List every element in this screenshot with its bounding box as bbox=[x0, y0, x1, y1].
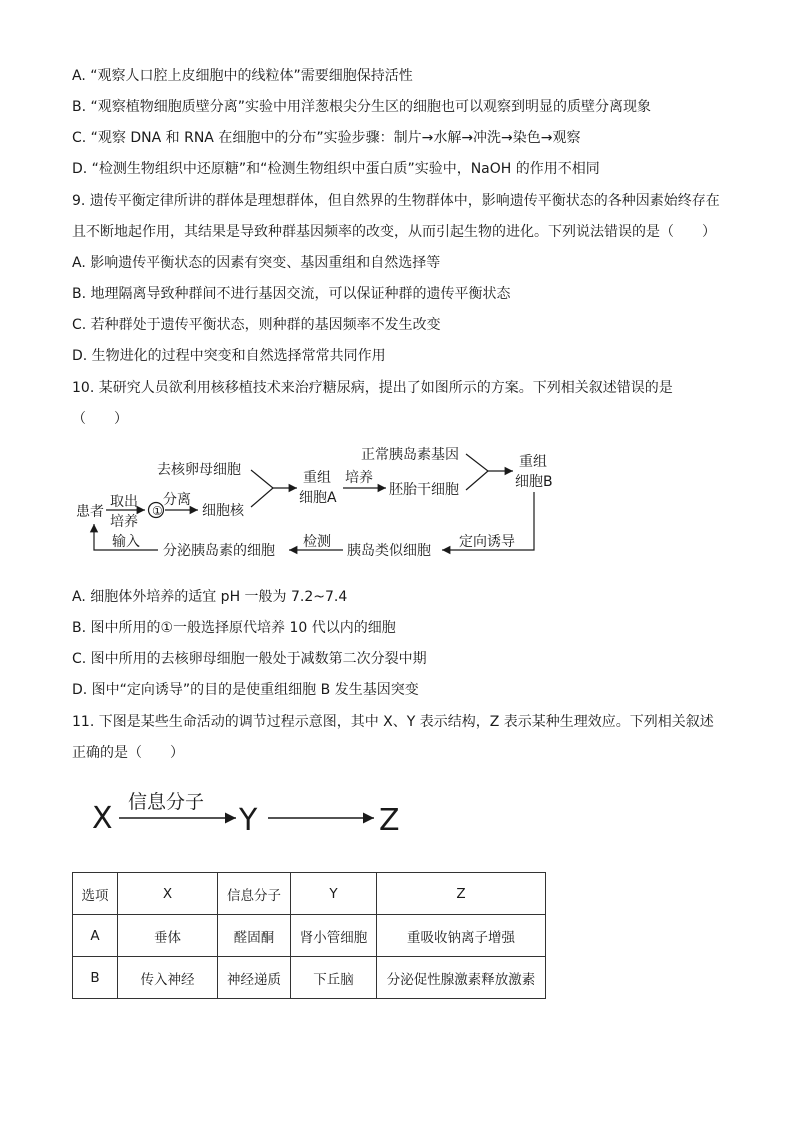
detect-label: 检测 bbox=[303, 534, 331, 550]
insulin-secreting-cell-label: 分泌胰岛素的细胞 bbox=[163, 543, 275, 559]
q10-stem-line1: 10. 某研究人员欲利用核移植技术来治疗糖尿病，提出了如图所示的方案。下列相关叙述错误的是 bbox=[72, 380, 673, 396]
q10-stem-line2: （ ） bbox=[72, 411, 128, 427]
table-cell: A bbox=[73, 915, 118, 957]
recombinant-a-line1: 重组 bbox=[303, 470, 331, 486]
merge-bracket-1 bbox=[251, 470, 273, 507]
culture-label-2: 培养 bbox=[345, 470, 373, 486]
culture-label-1: 培养 bbox=[110, 514, 138, 530]
q9-stem-line1: 9. 遗传平衡定律所讲的群体是理想群体，但自然界的生物群体中，影响遗传平衡状态的各种因素始终存在 bbox=[72, 193, 720, 209]
enucleated-oocyte-label: 去核卵母细胞 bbox=[157, 462, 241, 478]
table-cell: 肾小管细胞 bbox=[291, 915, 377, 957]
q9-option-b: B. 地理隔离导致种群间不进行基因交流，可以保证种群的遗传平衡状态 bbox=[72, 286, 511, 302]
q10-option-d: D. 图中“定向诱导”的目的是使重组细胞 B 发生基因突变 bbox=[72, 682, 419, 698]
table-header: X bbox=[118, 873, 218, 915]
table-cell: 醛固酮 bbox=[218, 915, 291, 957]
merge-bracket-2 bbox=[466, 454, 488, 490]
q8-option-b: B. “观察植物细胞质壁分离”实验中用洋葱根尖分生区的细胞也可以观察到明显的质壁分离现象 bbox=[72, 99, 652, 115]
q11-options-table bbox=[72, 872, 546, 999]
directed-induction-label: 定向诱导 bbox=[459, 534, 515, 550]
separate-label: 分离 bbox=[163, 492, 191, 508]
q8-option-a: A. “观察人口腔上皮细胞中的线粒体”需要细胞保持活性 bbox=[72, 68, 413, 84]
q11-stem-line2: 正确的是（ ） bbox=[72, 745, 184, 761]
x-label: X bbox=[92, 801, 113, 836]
table-cell: 下丘脑 bbox=[291, 957, 377, 999]
q10-option-b: B. 图中所用的①一般选择原代培养 10 代以内的细胞 bbox=[72, 620, 396, 636]
q9-stem-line2: 且不断地起作用，其结果是导致种群基因频率的改变，从而引起生物的进化。下列说法错误的是（ ） bbox=[72, 224, 716, 240]
table-cell: 传入神经 bbox=[118, 957, 218, 999]
q10-option-a: A. 细胞体外培养的适宜 pH 一般为 7.2~7.4 bbox=[72, 589, 348, 605]
circle-one-label: ① bbox=[152, 504, 163, 518]
y-label: Y bbox=[239, 803, 258, 838]
q9-option-a: A. 影响遗传平衡状态的因素有突变、基因重组和自然选择等 bbox=[72, 255, 441, 271]
table-header: 信息分子 bbox=[218, 873, 291, 915]
islet-like-cell-label: 胰岛类似细胞 bbox=[347, 543, 431, 559]
table-row bbox=[73, 915, 546, 957]
q8-option-c: C. “观察 DNA 和 RNA 在细胞中的分布”实验步骤：制片→水解→冲洗→染色→观察 bbox=[72, 130, 581, 146]
table-header: Z bbox=[377, 873, 546, 915]
q8-option-d: D. “检测生物组织中还原糖”和“检测生物组织中蛋白质”实验中，NaOH 的作用不相同 bbox=[72, 161, 600, 177]
table-header-row bbox=[73, 873, 546, 915]
nucleus-label: 细胞核 bbox=[202, 503, 244, 519]
signal-molecule-label: 信息分子 bbox=[128, 791, 205, 813]
table-cell: B bbox=[73, 957, 118, 999]
table-header: 选项 bbox=[73, 873, 118, 915]
embryonic-stem-cell-label: 胚胎干细胞 bbox=[389, 482, 459, 498]
q10-option-c: C. 图中所用的去核卵母细胞一般处于减数第二次分裂中期 bbox=[72, 651, 427, 667]
table-cell: 重吸收钠离子增强 bbox=[377, 915, 546, 957]
take-out-label: 取出 bbox=[110, 494, 138, 510]
patient-label: 患者 bbox=[76, 504, 104, 520]
q11-stem-line1: 11. 下图是某些生命活动的调节过程示意图，其中 X、Y 表示结构，Z 表示某种生理效应。下列相关叙述 bbox=[72, 714, 714, 730]
recombinant-b-line2: 细胞B bbox=[515, 474, 553, 490]
q9-option-c: C. 若种群处于遗传平衡状态，则种群的基因频率不发生改变 bbox=[72, 317, 441, 333]
q9-option-d: D. 生物进化的过程中突变和自然选择常常共同作用 bbox=[72, 348, 386, 364]
table-header: Y bbox=[291, 873, 377, 915]
recombinant-a-line2: 细胞A bbox=[299, 490, 337, 506]
normal-insulin-gene-label: 正常胰岛素基因 bbox=[361, 447, 459, 463]
table-cell: 神经递质 bbox=[218, 957, 291, 999]
z-label: Z bbox=[379, 803, 400, 838]
table-row bbox=[73, 957, 546, 999]
input-label: 输入 bbox=[112, 534, 140, 550]
table-cell: 分泌促性腺激素释放激素 bbox=[377, 957, 546, 999]
recombinant-b-line1: 重组 bbox=[519, 454, 547, 470]
table-cell: 垂体 bbox=[118, 915, 218, 957]
